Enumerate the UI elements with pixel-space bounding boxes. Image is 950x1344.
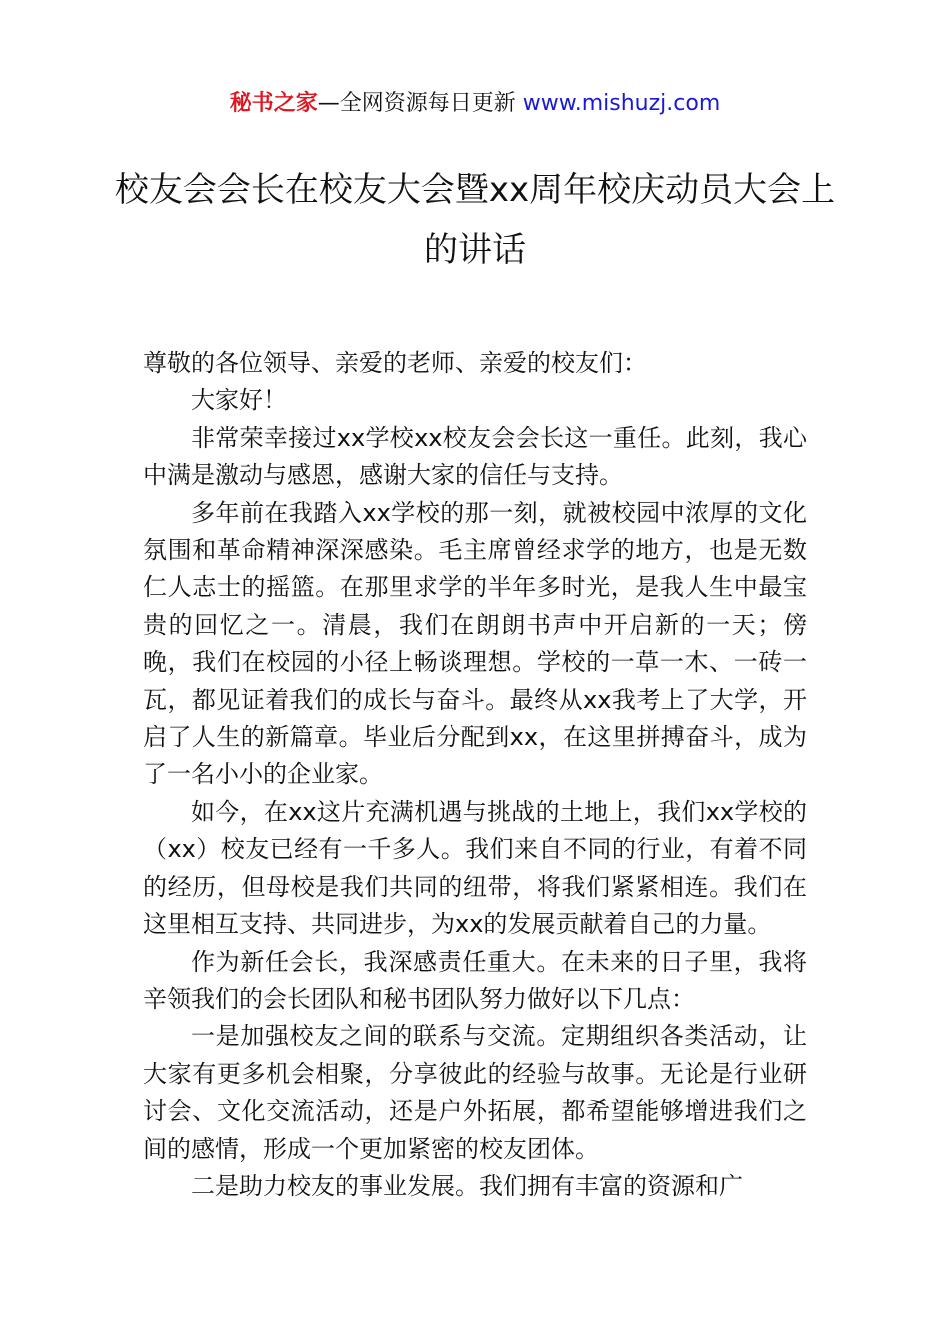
paragraph: 一是加强校友之间的联系与交流。定期组织各类活动，让大家有更多机会相聚，分享彼此的经验与故事。无论是行业研讨会、文化交流活动，还是户外拓展，都希望能够增进我们之间的感情，形成一个更加紧密的校友团体。 [143,1022,807,1163]
paragraph: 非常荣幸接过xx学校xx校友会会长这一重任。此刻，我心中满是激动与感恩，感谢大家的信任与支持。 [143,423,807,490]
paragraph: 二是助力校友的事业发展。我们拥有丰富的资源和广 [191,1171,743,1200]
paragraph: 如今，在xx这片充满机遇与挑战的土地上，我们xx学校的（xx）校友已经有一千多人。我们来自不同的行业，有着不同的经历，但母校是我们共同的纽带，将我们紧紧相连。我们在这里相互支持、共同进步，为xx的发展贡献着自己的力量。 [143,797,807,939]
paragraph: 多年前在我踏入xx学校的那一刻，就被校园中浓厚的文化氛围和革命精神深深感染。毛主席曾经求学的地方，也是无数仁人志士的摇篮。在那里求学的半年多时光，是我人生中最宝贵的回忆之一。清晨，我们在朗朗书声中开启新的一天；傍晚，我们在校园的小径上畅谈理想。学校的一草一木、一砖一瓦，都见证着我们的成长与奋斗。最终从xx我考上了大学，开启了人生的新篇章。毕业后分配到xx，在这里拼搏奋斗，成为了一名小小的企业家。 [143,498,807,789]
brand-name: 秘书之家 [229,91,318,116]
paragraph: 大家好！ [191,386,287,415]
site-url-link[interactable]: www.mishuzj.com [522,91,721,116]
document-title: 校友会会长在校友大会暨xx周年校庆动员大会上的讲话 [114,170,836,270]
paragraph: 作为新任会长，我深感责任重大。在未来的日子里，我将辛领我们的会长团队和秘书团队努力做好以下几点： [143,947,807,1013]
document-body [143,345,807,1205]
header-tagline: —全网资源每日更新 [317,91,516,116]
site-header [0,88,950,120]
salutation: 尊敬的各位领导、亲爱的老师、亲爱的校友们： [143,349,647,377]
